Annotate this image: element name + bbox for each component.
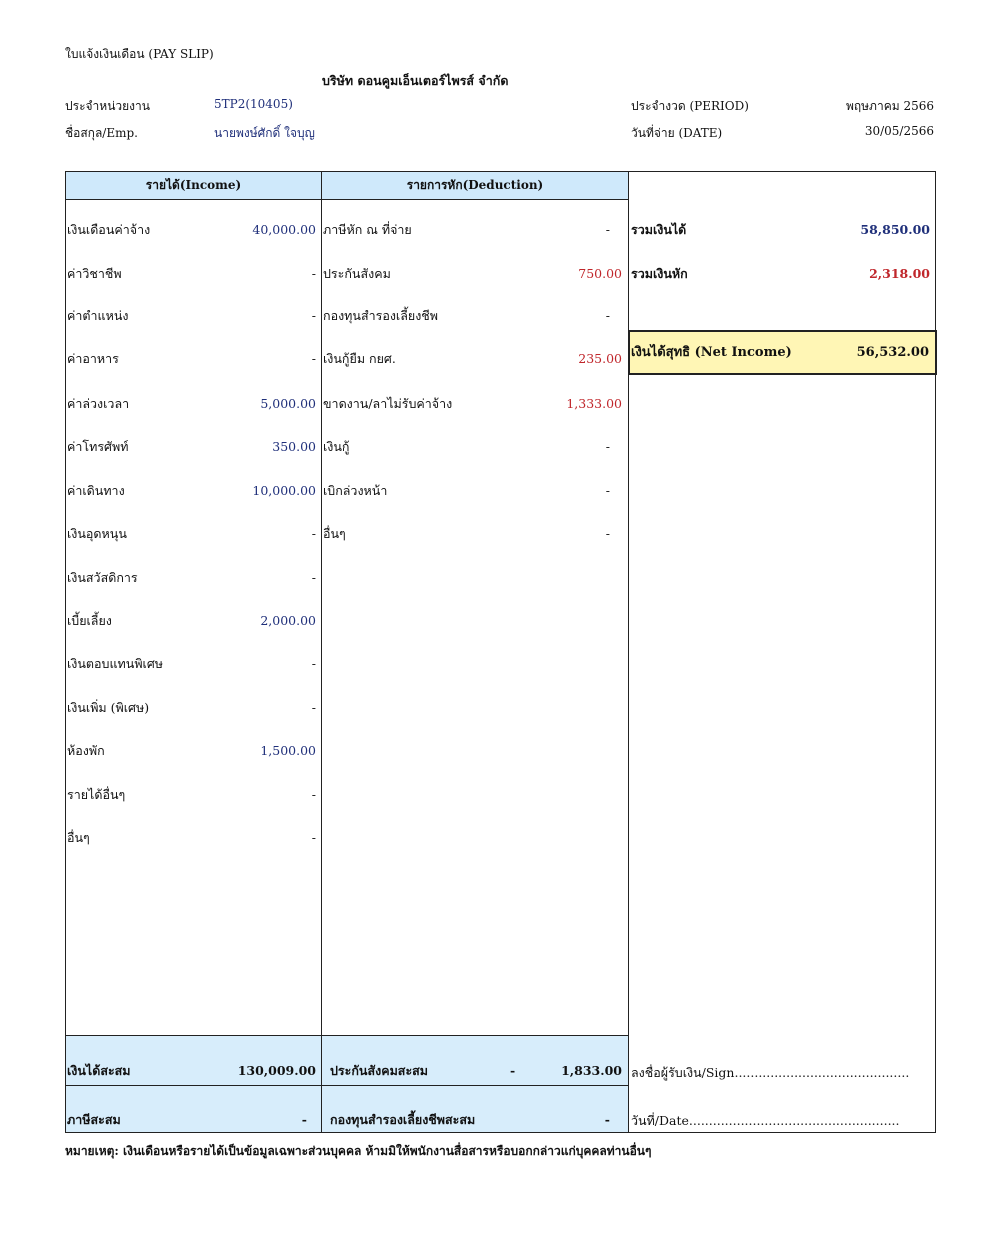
deduction-value: 1,333.00 [566,396,622,411]
deduction-row-unpaid-leave [323,394,622,414]
column-divider-2 [628,171,629,1133]
income-row-food [67,349,316,369]
deduction-row-withholding-tax [323,220,622,240]
income-label: อื่นๆ [67,830,90,845]
deduction-value: - [605,439,610,454]
income-label: ค่าวิชาชีพ [67,266,122,281]
income-value: - [311,308,316,323]
income-label: ค่าเดินทาง [67,483,125,498]
income-row-overtime [67,394,316,414]
deduction-label: อื่นๆ [323,526,346,541]
total-deduction-label: รวมเงินหัก [631,266,688,281]
deduction-row-student-loan [323,349,622,369]
income-row-housing [67,741,316,761]
total-income-label: รวมเงินได้ [631,222,687,237]
total-income-value: 58,850.00 [860,222,930,237]
income-row-phone [67,437,316,457]
income-value: - [311,830,316,845]
income-value: - [311,351,316,366]
income-row-salary [67,220,316,240]
income-value: - [311,787,316,802]
income-label: ค่าล่วงเวลา [67,396,130,411]
total-deduction-row [631,264,930,284]
column-divider-1 [321,171,322,1133]
income-label: เงินอุดหนุน [67,526,127,541]
income-column-header: รายได้(Income) [65,171,322,200]
privacy-note: หมายเหตุ: เงินเดือนหรือรายได้เป็นข้อมูลเฉพาะส่วนบุคคล ห้ามมิให้พนักงานสื่อสารหรือบอกกล่าวแก่บุคคลท่านอื่นๆ [65,1144,652,1158]
deduction-value: - [605,483,610,498]
income-row-other-income [67,785,316,805]
income-value: 2,000.00 [260,613,316,628]
accum-sso-value: 1,833.00 [561,1063,622,1078]
income-value: 350.00 [272,439,316,454]
income-label: เบี้ยเลี้ยง [67,613,112,628]
deduction-label: ประกันสังคม [323,266,391,281]
income-row-special-extra [67,698,316,718]
accum-tax-value: - [301,1112,307,1127]
deduction-label: ภาษีหัก ณ ที่จ่าย [323,222,412,237]
income-label: ค่าโทรศัพท์ [67,439,129,454]
deduction-label: กองทุนสำรองเลี้ยงชีพ [323,308,439,323]
accum-sso-dash: - [510,1063,516,1078]
income-row-welfare [67,568,316,588]
income-label: เงินเพิ่ม (พิเศษ) [67,700,150,715]
net-income-value: 56,532.00 [856,345,929,360]
accum-pvd-value: - [604,1112,610,1127]
net-income-label: เงินได้สุทธิ (Net Income) [631,345,792,360]
income-row-subsidy [67,524,316,544]
income-value: 5,000.00 [260,396,316,411]
deduction-value: 750.00 [578,266,622,281]
footer-top-divider [65,1035,629,1036]
doc-title: ใบแจ้งเงินเดือน (PAY SLIP) [65,47,214,61]
income-label: เงินเดือนค่าจ้าง [67,222,151,237]
income-label: เงินสวัสดิการ [67,570,138,585]
accum-pvd-row [330,1110,610,1130]
income-value: 1,500.00 [260,743,316,758]
accum-tax-label: ภาษีสะสม [67,1112,121,1127]
unit-label: ประจำหน่วยงาน [65,99,150,113]
accum-income-value: 130,009.00 [237,1063,316,1078]
income-value: - [311,570,316,585]
deduction-value: - [605,308,610,323]
accum-pvd-label: กองทุนสำรองเลี้ยงชีพสะสม [330,1112,476,1127]
deduction-row-provident-fund [323,306,622,326]
income-value: - [311,656,316,671]
income-row-position [67,306,316,326]
income-row-other [67,828,316,848]
date-sign-line: วันที่/Date..................................................... [631,1113,900,1128]
deduction-column-header: รายการหัก(Deduction) [321,171,629,200]
deduction-label: เงินกู้ [323,439,350,454]
pay-date-label: วันที่จ่าย (DATE) [631,126,723,140]
income-row-professional [67,264,316,284]
period-value: พฤษภาคม 2566 [845,99,934,113]
employee-label: ชื่อสกุล/Emp. [65,126,138,140]
total-income-row [631,220,930,240]
income-label: ค่าตำแหน่ง [67,308,129,323]
income-row-allowance [67,611,316,631]
company-name: บริษัท ดอนคูมเอ็นเตอร์ไพรส์ จำกัด [322,73,509,88]
sign-line: ลงชื่อผู้รับเงิน/Sign............................................ [631,1065,910,1080]
deduction-row-social-security [323,264,622,284]
footer-middle-divider [65,1085,629,1086]
period-label: ประจำงวด (PERIOD) [631,99,749,113]
accum-income-label: เงินได้สะสม [67,1063,131,1078]
accum-tax-row [67,1110,307,1130]
deduction-row-other [323,524,622,544]
accum-sso-label: ประกันสังคมสะสม [330,1063,429,1078]
accum-sso-row [330,1061,622,1081]
employee-name: นายพงษ์ศักดิ์ ใจบุญ [214,126,315,140]
deduction-value: 235.00 [578,351,622,366]
income-value: - [311,266,316,281]
income-value: 10,000.00 [252,483,316,498]
income-label: รายได้อื่นๆ [67,787,126,802]
deduction-value: - [605,526,610,541]
deduction-label: เบิกล่วงหน้า [323,483,388,498]
income-label: ค่าอาหาร [67,351,119,366]
income-label: ห้องพัก [67,743,105,758]
total-deduction-value: 2,318.00 [869,266,930,281]
unit-value: 5TP2(10405) [214,97,293,111]
deduction-row-loan [323,437,622,457]
income-row-travel [67,481,316,501]
pay-date-value: 30/05/2566 [864,124,934,138]
income-label: เงินตอบแทนพิเศษ [67,656,164,671]
deduction-row-advance [323,481,622,501]
accum-income-row [67,1061,316,1081]
net-income-row [631,343,929,363]
income-row-special-reward [67,654,316,674]
deduction-value: - [605,222,610,237]
income-value: - [311,700,316,715]
income-value: - [311,526,316,541]
deduction-label: ขาดงาน/ลาไม่รับค่าจ้าง [323,396,453,411]
deduction-label: เงินกู้ยืม กยศ. [323,351,396,366]
income-value: 40,000.00 [252,222,316,237]
